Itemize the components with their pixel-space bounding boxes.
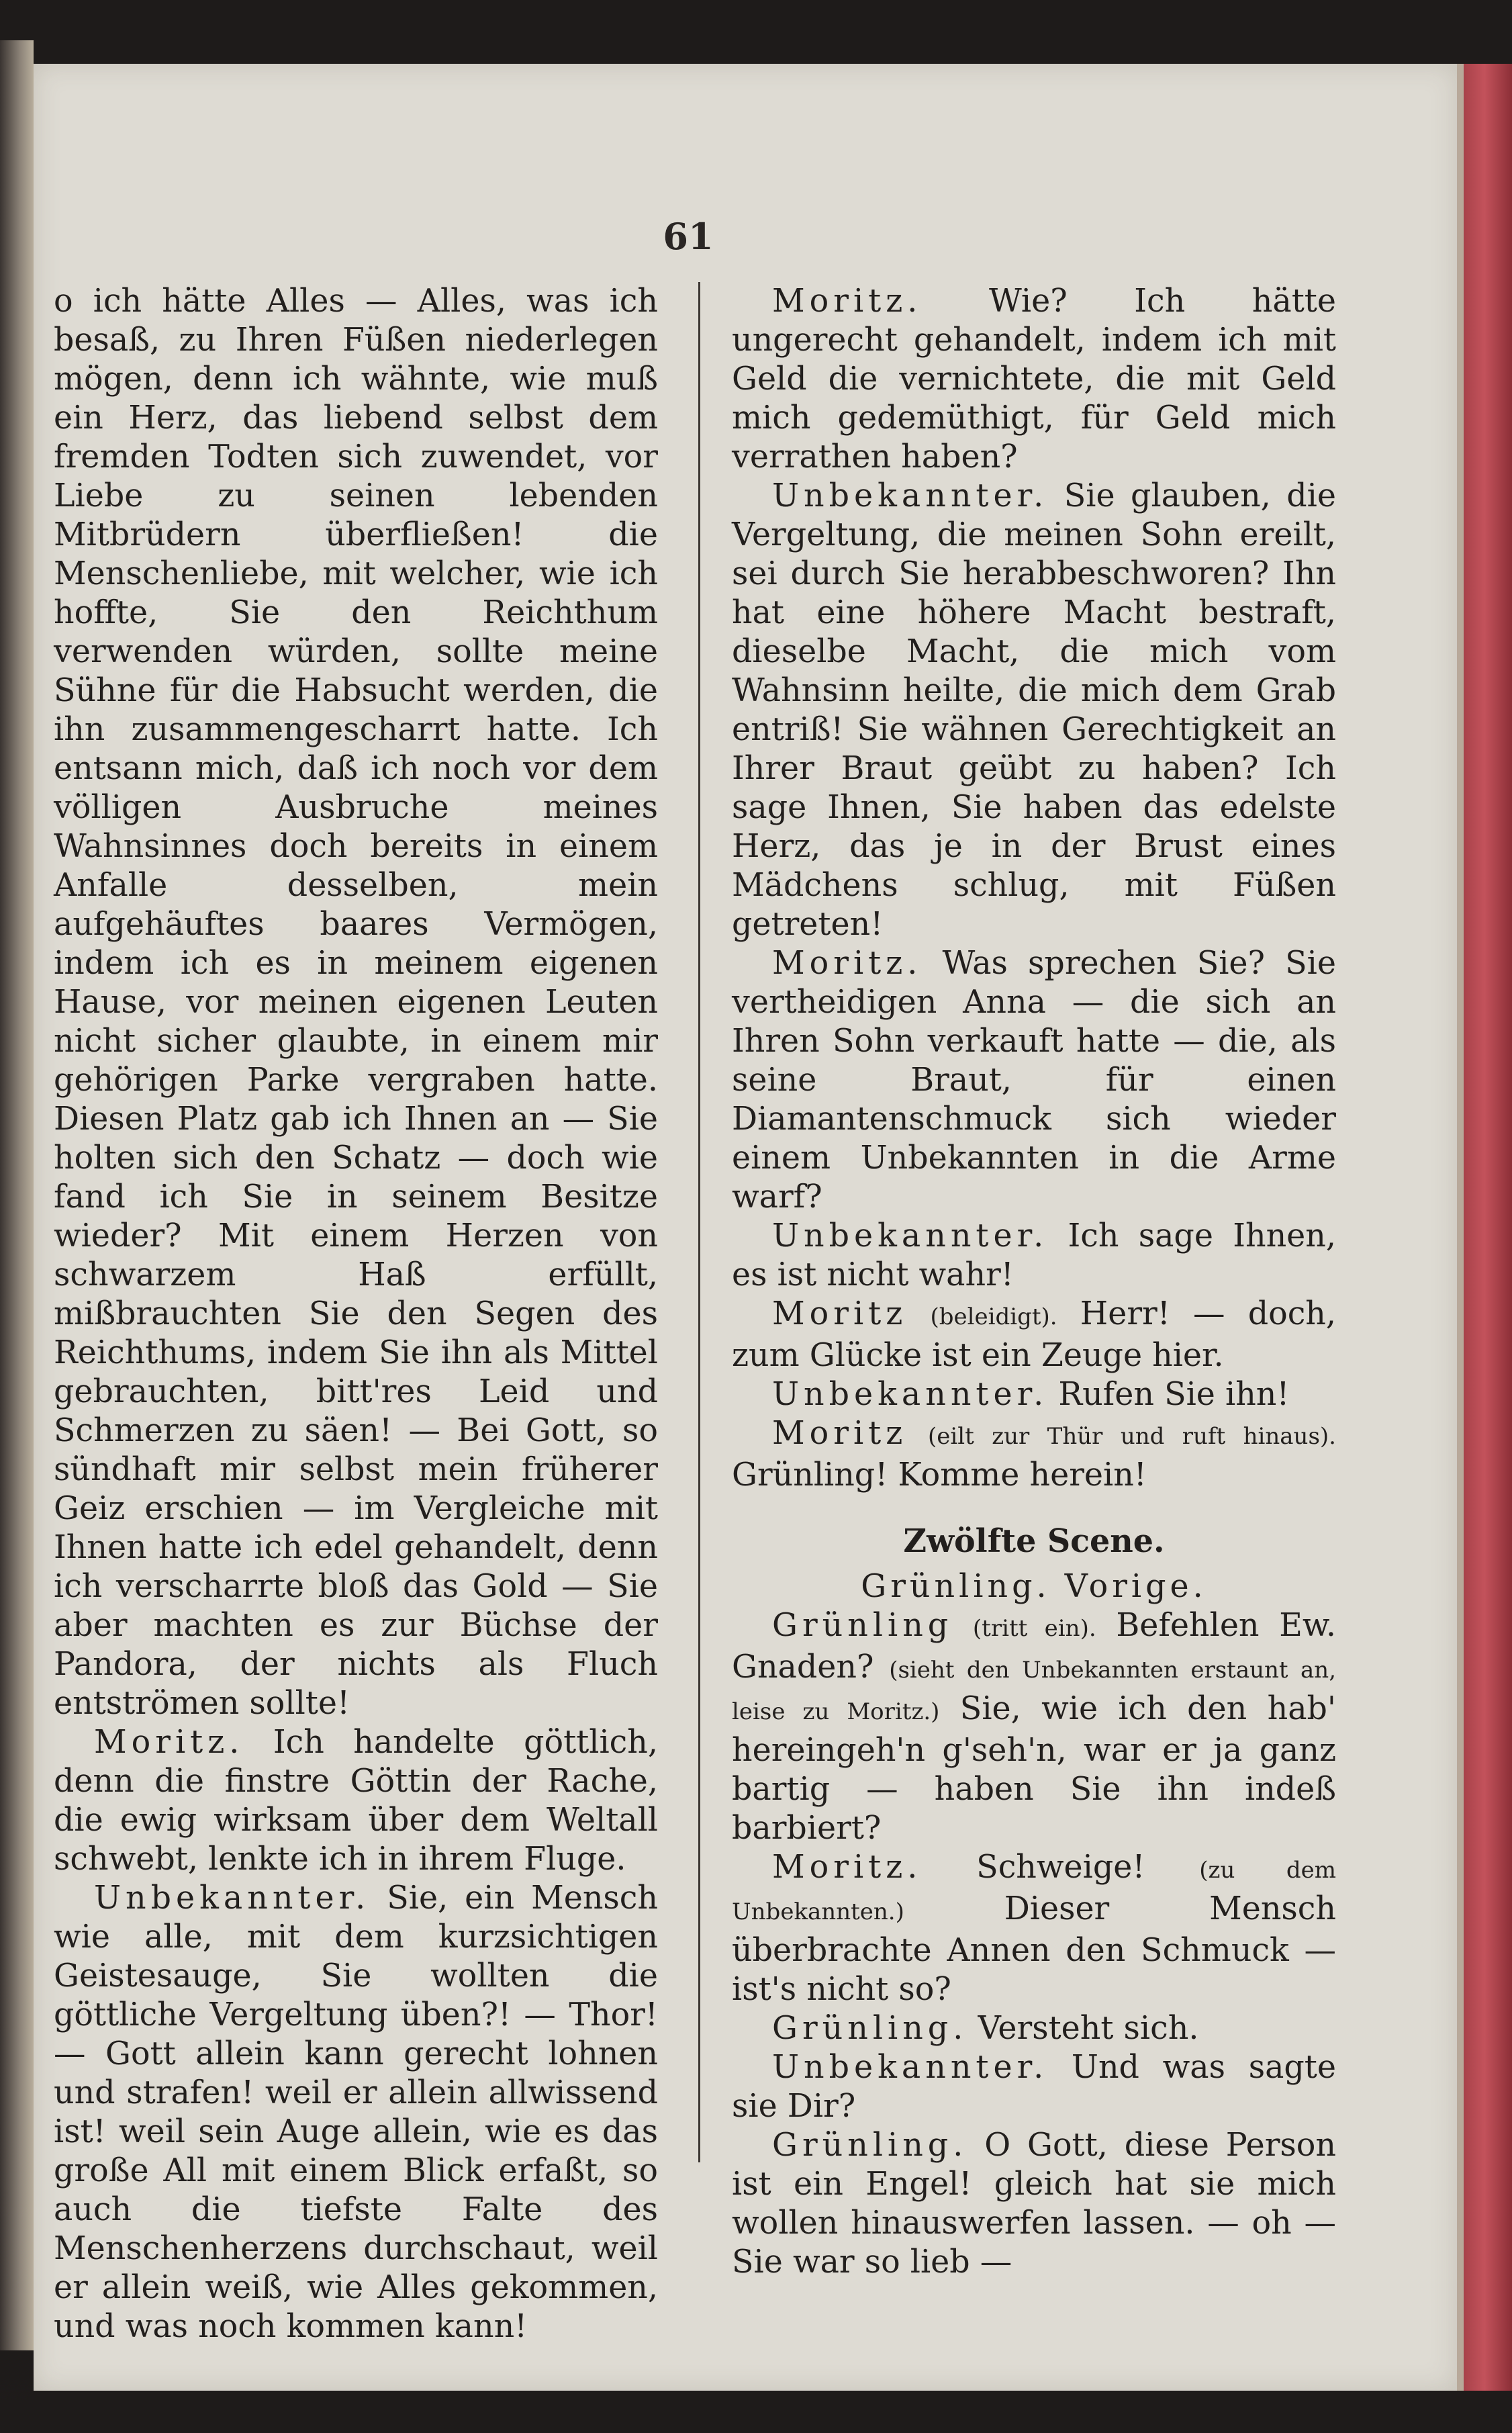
scene-cast: Grünling. Vorige. xyxy=(861,1568,1207,1605)
speaker-name: Unbekannter. xyxy=(772,1376,1049,1413)
page-edge-red xyxy=(1457,64,1512,2391)
right-column xyxy=(732,282,1336,2282)
speech xyxy=(732,944,1336,1217)
speaker-name: Unbekannter. xyxy=(772,1218,1049,1254)
left-column xyxy=(54,282,658,2346)
speech-text: Befehlen Ew. Gnaden? xyxy=(732,1607,1336,1686)
speech-text: Sie glauben, die Vergeltung, die meinen Sohn ereilt, sei durch Sie herabbeschworen? Ihn hat eine höhere Macht bestraft, dieselbe Macht, die mich vom Wahnsinn heilte, die mich dem Grab entriß! Sie wähnen Gerechtigkeit an Ihrer Braut geübt zu haben? Ich sage Ihnen, Sie haben das edelste Herz, das je in der Brust eines Mädchens schlug, mit Füßen getreten! xyxy=(732,477,1336,943)
speech xyxy=(732,1375,1336,1414)
speech xyxy=(732,1295,1336,1375)
speech-text: Ich handelte göttlich, denn die finstre Göttin der Rache, die ewig wirksam über dem Weltall schwebt, lenkte ich in ihrem Fluge. xyxy=(54,1724,658,1878)
speaker-name: Moritz. xyxy=(772,1849,923,1886)
speech xyxy=(732,1848,1336,2009)
speech xyxy=(732,477,1336,944)
speaker-name: Unbekannter. xyxy=(772,2049,1049,2086)
column-divider xyxy=(698,282,700,2162)
book-gutter-left xyxy=(0,40,34,2350)
speech-text: O Gott, diese Person ist ein Engel! gleich hat sie mich wollen hinauswerfen lassen. — oh — Sie war so lieb — xyxy=(732,2127,1336,2281)
speech-text: Rufen Sie ihn! xyxy=(1058,1376,1290,1413)
speech xyxy=(732,1414,1336,1495)
speech-text: Sie, wie ich den hab' hereingeh'n g'seh'n, war er ja ganz bartig — haben Sie ihn indeß barbiert? xyxy=(732,1690,1336,1847)
speech xyxy=(732,1217,1336,1295)
speech-text: Herr! — doch, zum Glücke ist ein Zeuge hier. xyxy=(732,1295,1336,1374)
speech xyxy=(732,1606,1336,1848)
paragraph: o ich hätte Alles — Alles, was ich besaß, zu Ihren Füßen niederlegen mögen, denn ich wähnte, wie muß ein Herz, das liebend selbst dem fremden Todten sich zuwendet, vor Liebe zu seinen lebenden Mitbrüdern überfließen! die Menschenliebe, mit welcher, wie ich hoffte, Sie den Reichthum verwenden würden, sollte meine Sühne für die Habsucht werden, die ihn zusammengescharrt hatte. Ich entsann mich, daß ich noch vor dem völligen Ausbruche meines Wahnsinnes doch bereits in einem Anfalle desselben, mein aufgehäuftes baares Vermögen, indem ich es in meinem eigenen Hause, vor meinen eigenen Leuten nicht sicher glaubte, in einem mir gehörigen Parke vergraben hatte. Diesen Platz gab ich Ihnen an — Sie holten sich den Schatz — doch wie fand ich Sie in seinem Besitze wieder? Mit einem Herzen von schwarzem Haß erfüllt, mißbrauchten Sie den Segen des Reichthums, indem Sie ihn als Mittel gebrauchten, bitt'res Leid und Schmerzen zu säen! — Bei Gott, so sündhaft mir selbst mein früherer Geiz erschien — im Vergleiche mit Ihnen hatte ich edel gehandelt, denn ich verscharrte bloß das Gold — Sie aber machten es zur Büchse der Pandora, der nichts als Fluch entströmen sollte! xyxy=(54,283,658,1722)
speaker-name: Grünling xyxy=(772,1607,953,1644)
speech-text: Und was sagte sie Dir? xyxy=(732,2049,1336,2125)
speech-text: Dieser Mensch überbrachte Annen den Schmuck — ist's nicht so? xyxy=(732,1890,1336,2008)
speech xyxy=(732,2009,1336,2048)
speech xyxy=(732,282,1336,477)
stage-direction: (tritt ein). xyxy=(972,1615,1096,1642)
speaker-name: Moritz. xyxy=(772,283,923,320)
stage-direction: (sieht den Unbekannten erstaunt an, leise zu Moritz.) xyxy=(732,1657,1336,1725)
speech xyxy=(54,1879,658,2346)
stage-direction: (beleidigt). xyxy=(930,1303,1057,1330)
speech xyxy=(54,1723,658,1879)
stage-direction: (zu dem Unbekannten.) xyxy=(732,1857,1336,1925)
speech-text: Was sprechen Sie? Sie vertheidigen Anna — die sich an Ihren Sohn verkauft hatte — die, als seine Braut, für einen Diamantenschmuck sich wieder einem Unbekannten in die Arme warf? xyxy=(732,945,1336,1215)
page-number: 61 xyxy=(663,215,714,258)
scene-heading: Zwölfte Scene. xyxy=(903,1522,1165,1560)
speech-text: Sie, ein Mensch wie alle, mit dem kurzsichtigen Geistesauge, Sie wollten die göttliche Vergeltung üben?! — Thor! — Gott allein kann gerecht lohnen und strafen! weil er allein allwissend ist! weil sein Auge allein, wie es das große All mit einem Blick erfaßt, so auch die tiefste Falte des Menschenherzens durchschaut, weil er allein weiß, wie Alles gekommen, und was noch kommen kann! xyxy=(54,1880,658,2345)
speaker-name: Moritz. xyxy=(94,1724,244,1761)
speaker-name: Grünling. xyxy=(772,2010,968,2047)
speech-text: Schweige! xyxy=(976,1849,1145,1886)
speech-text: Versteht sich. xyxy=(978,2010,1199,2047)
speech-text: Wie? Ich hätte ungerecht gehandelt, indem ich mit Geld die vernichtete, die mit Geld mich gedemüthigt, für Geld mich verrathen haben? xyxy=(732,283,1336,475)
speaker-name: Moritz xyxy=(772,1295,908,1332)
speech-text: Grünling! Komme herein! xyxy=(732,1457,1147,1494)
speaker-name: Unbekannter. xyxy=(94,1880,371,1917)
speech xyxy=(732,2126,1336,2282)
speech xyxy=(732,2048,1336,2126)
speaker-name: Grünling. xyxy=(772,2127,968,2164)
speaker-name: Moritz. xyxy=(772,945,923,982)
speaker-name: Moritz xyxy=(772,1415,908,1452)
speech-text: Ich sage Ihnen, es ist nicht wahr! xyxy=(732,1218,1336,1293)
speaker-name: Unbekannter. xyxy=(772,477,1049,514)
stage-direction: (eilt zur Thür und ruft hinaus). xyxy=(927,1423,1336,1450)
